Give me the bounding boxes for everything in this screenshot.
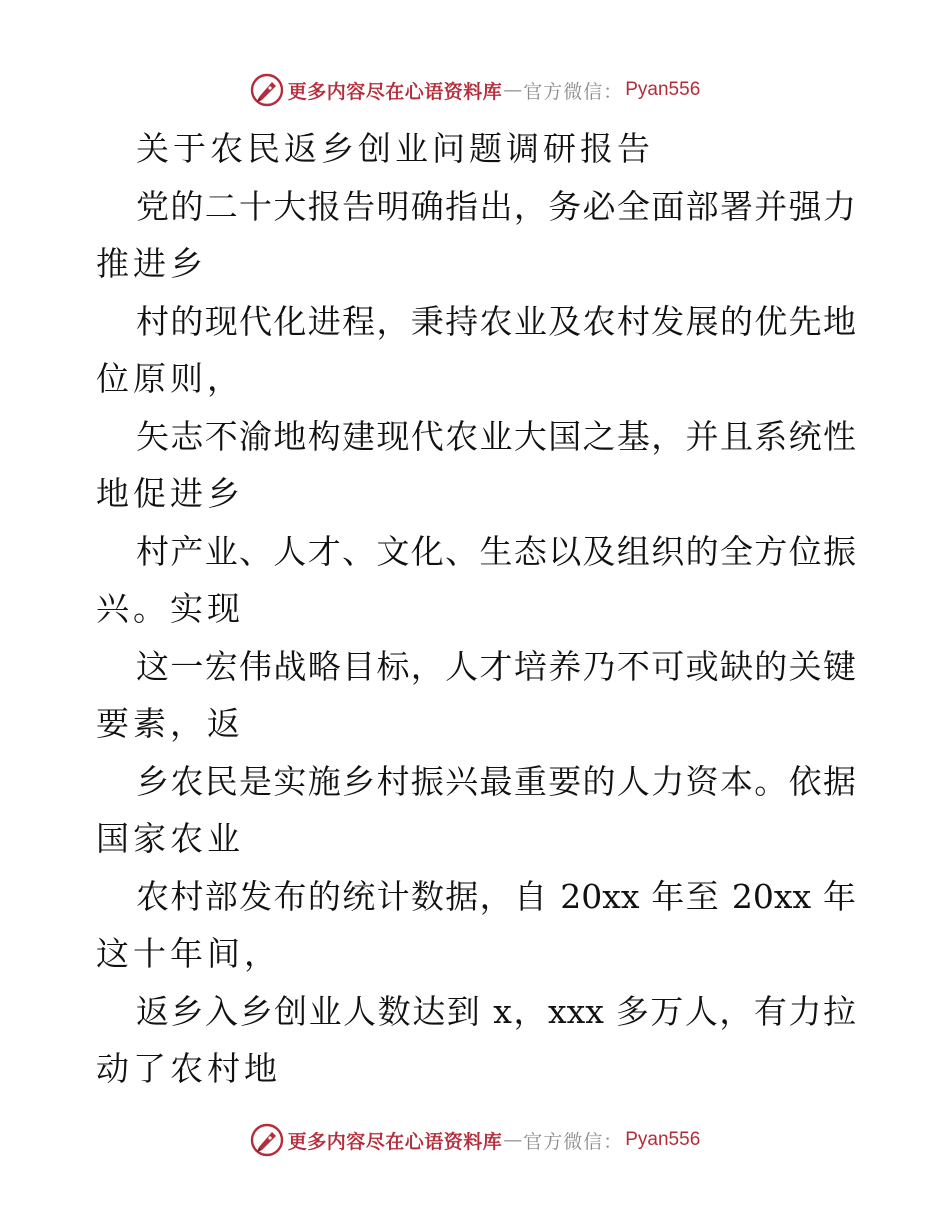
watermark-separator: — (503, 1129, 523, 1151)
text-line: 这一宏伟战略目标，人才培养乃不可或缺的关键 (136, 646, 856, 686)
text-line: 党的二十大报告明确指出，务必全面部署并强力 (136, 186, 856, 226)
watermark-official-label: 官方微信： (523, 1130, 624, 1153)
text-line: 农村部发布的统计数据，自 20xx 年至 20xx 年 (136, 876, 856, 916)
text-line: 乡农民是实施乡村振兴最重要的人力资本。依据 (136, 761, 856, 801)
watermark-official-label: 官方微信： (523, 80, 624, 103)
text-line: 返乡入乡创业人数达到 x，xxx 多万人，有力拉 (136, 991, 856, 1031)
text-line: 推进乡 (96, 244, 207, 283)
document-body (96, 120, 856, 1098)
watermark-brand-text: 更多内容尽在心语资料库 (287, 1130, 503, 1153)
watermark-brand-text: 更多内容尽在心语资料库 (287, 80, 503, 103)
text-line: 动了农村地 (96, 1049, 281, 1088)
text-line: 国家农业 (96, 819, 244, 858)
text-line: 村的现代化进程，秉持农业及农村发展的优先地 (136, 301, 856, 341)
pen-nib-logo-icon (250, 1123, 284, 1157)
watermark-wechat-id: Pyan556 (625, 79, 701, 100)
text-line: 这十年间， (96, 934, 281, 973)
text-line: 村产业、人才、文化、生态以及组织的全方位振 (136, 531, 856, 571)
footer-watermark (0, 1118, 950, 1162)
watermark-wechat-id: Pyan556 (625, 1129, 701, 1150)
text-line: 矢志不渝地构建现代农业大国之基，并且系统性 (136, 416, 856, 456)
document-title: 关于农民返乡创业问题调研报告 (136, 129, 654, 168)
header-watermark (0, 68, 950, 112)
watermark-separator: — (503, 79, 523, 101)
text-line: 要素，返 (96, 704, 244, 743)
text-line: 位原则， (96, 359, 244, 398)
pen-nib-logo-icon (250, 73, 284, 107)
text-line: 兴。实现 (96, 589, 244, 628)
text-line: 地促进乡 (96, 474, 244, 513)
